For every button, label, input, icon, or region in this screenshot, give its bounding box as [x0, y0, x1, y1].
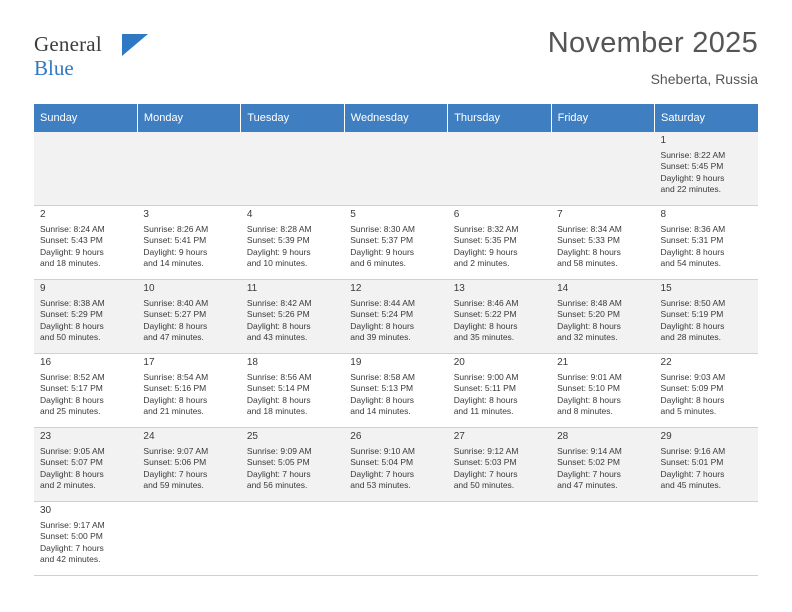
- day-info-line: Daylight: 9 hours: [143, 246, 208, 257]
- day-info-line: Sunset: 5:45 PM: [660, 161, 724, 171]
- day-sun-info: [454, 446, 546, 492]
- day-number: 6: [453, 209, 460, 220]
- day-info-line: and 10 minutes.: [246, 258, 308, 268]
- day-sun-info: [454, 372, 546, 418]
- calendar-day-cell[interactable]: [655, 428, 758, 502]
- weekday-header-sunday: Sunday: [34, 104, 137, 132]
- calendar-day-cell[interactable]: [448, 428, 551, 502]
- day-number: 21: [557, 357, 569, 368]
- day-sun-info: [661, 298, 753, 344]
- day-info-line: Daylight: 7 hours: [453, 468, 518, 479]
- day-sun-info: [350, 446, 442, 492]
- day-info-line: Sunset: 5:29 PM: [40, 309, 103, 319]
- day-info-line: and 42 minutes.: [40, 554, 101, 564]
- day-number: 24: [143, 431, 155, 442]
- calendar-day-cell[interactable]: [34, 502, 137, 576]
- day-info-line: Sunset: 5:22 PM: [453, 309, 517, 319]
- day-info-line: Daylight: 8 hours: [660, 246, 725, 257]
- day-info-line: Sunset: 5:00 PM: [40, 531, 103, 541]
- day-info-line: Daylight: 8 hours: [557, 320, 621, 331]
- day-info-line: Sunset: 5:31 PM: [660, 235, 724, 245]
- calendar-week-row: [34, 502, 758, 576]
- day-info-line: Sunrise: 9:17 AM: [40, 519, 105, 530]
- day-info-line: Sunrise: 8:56 AM: [246, 371, 312, 382]
- day-number: 11: [246, 283, 258, 294]
- day-info-line: Sunrise: 9:01 AM: [557, 371, 622, 382]
- day-info-line: Sunrise: 8:52 AM: [40, 371, 105, 382]
- day-info-line: Sunrise: 8:58 AM: [350, 371, 415, 382]
- day-info-line: Sunrise: 8:28 AM: [246, 223, 312, 234]
- day-info-line: and 53 minutes.: [350, 480, 411, 490]
- day-info-line: Daylight: 8 hours: [350, 320, 415, 331]
- day-info-line: Daylight: 8 hours: [660, 320, 725, 331]
- title-block: [548, 28, 758, 87]
- day-info-line: Daylight: 8 hours: [453, 394, 518, 405]
- day-info-line: Daylight: 8 hours: [40, 320, 104, 331]
- day-info-line: and 54 minutes.: [660, 258, 722, 268]
- calendar-day-cell[interactable]: [551, 354, 654, 428]
- day-info-line: Sunrise: 8:38 AM: [40, 297, 105, 308]
- day-info-line: Daylight: 8 hours: [557, 246, 621, 257]
- brand-triangle-icon: [122, 34, 148, 56]
- calendar-empty-cell: [551, 502, 654, 576]
- day-info-line: Sunset: 5:33 PM: [557, 235, 620, 245]
- day-info-line: Daylight: 8 hours: [143, 320, 208, 331]
- day-info-line: Sunrise: 9:12 AM: [453, 445, 519, 456]
- day-info-line: Sunrise: 9:09 AM: [246, 445, 312, 456]
- day-info-line: Daylight: 9 hours: [40, 246, 104, 257]
- day-sun-info: [143, 298, 235, 344]
- day-info-line: Sunrise: 8:50 AM: [660, 297, 726, 308]
- day-info-line: Sunset: 5:06 PM: [143, 457, 207, 467]
- day-sun-info: [247, 372, 339, 418]
- day-info-line: Sunrise: 8:26 AM: [143, 223, 209, 234]
- day-info-line: and 47 minutes.: [143, 332, 204, 342]
- calendar-empty-cell: [34, 132, 137, 206]
- calendar-day-cell[interactable]: [241, 206, 344, 280]
- calendar-day-cell[interactable]: [448, 280, 551, 354]
- day-number: 15: [660, 283, 672, 294]
- day-info-line: Daylight: 9 hours: [350, 246, 415, 257]
- day-info-line: and 56 minutes.: [246, 480, 308, 490]
- calendar-day-cell[interactable]: [344, 280, 447, 354]
- day-info-line: and 18 minutes.: [40, 258, 101, 268]
- day-sun-info: [454, 298, 546, 344]
- day-info-line: Daylight: 8 hours: [246, 394, 311, 405]
- day-info-line: Sunset: 5:39 PM: [246, 235, 310, 245]
- day-number: 29: [660, 431, 672, 442]
- calendar-day-cell[interactable]: [655, 354, 758, 428]
- day-sun-info: [143, 446, 235, 492]
- day-info-line: Sunset: 5:24 PM: [350, 309, 414, 319]
- day-sun-info: [350, 372, 442, 418]
- day-info-line: Daylight: 8 hours: [40, 468, 104, 479]
- day-number: 2: [40, 209, 46, 220]
- day-info-line: Sunrise: 8:30 AM: [350, 223, 415, 234]
- calendar-day-cell[interactable]: [551, 206, 654, 280]
- day-info-line: Sunrise: 8:46 AM: [453, 297, 519, 308]
- day-info-line: Sunrise: 9:00 AM: [453, 371, 519, 382]
- day-info-line: Sunset: 5:13 PM: [350, 383, 414, 393]
- calendar-day-cell[interactable]: [655, 280, 758, 354]
- day-info-line: Sunset: 5:09 PM: [660, 383, 724, 393]
- calendar-day-cell[interactable]: [448, 206, 551, 280]
- calendar-day-cell[interactable]: [34, 354, 137, 428]
- weekday-header-thursday: Thursday: [448, 104, 551, 132]
- calendar-empty-cell: [137, 132, 240, 206]
- day-info-line: Sunrise: 8:34 AM: [557, 223, 622, 234]
- calendar-day-cell[interactable]: [34, 206, 137, 280]
- calendar-empty-cell: [344, 132, 447, 206]
- day-info-line: Sunset: 5:11 PM: [453, 383, 516, 393]
- day-info-line: and 28 minutes.: [660, 332, 722, 342]
- day-number: 9: [40, 283, 46, 294]
- day-sun-info: [661, 150, 753, 196]
- day-info-line: Sunset: 5:05 PM: [246, 457, 310, 467]
- day-number: 25: [246, 431, 258, 442]
- calendar-empty-cell: [241, 502, 344, 576]
- calendar-week-row: [34, 354, 758, 428]
- location-subtitle: Sheberta, Russia: [650, 70, 758, 87]
- day-info-line: and 45 minutes.: [660, 480, 722, 490]
- day-info-line: Daylight: 8 hours: [660, 394, 725, 405]
- calendar-day-cell[interactable]: [344, 354, 447, 428]
- day-info-line: Sunset: 5:04 PM: [350, 457, 414, 467]
- day-info-line: Sunrise: 8:22 AM: [660, 149, 726, 160]
- calendar-week-row: [34, 132, 758, 206]
- day-sun-info: [247, 446, 339, 492]
- day-sun-info: [661, 372, 753, 418]
- weekday-header-wednesday: Wednesday: [344, 104, 447, 132]
- day-info-line: Daylight: 8 hours: [40, 394, 104, 405]
- day-info-line: and 18 minutes.: [246, 406, 308, 416]
- calendar-day-cell[interactable]: [137, 280, 240, 354]
- day-sun-info: [40, 298, 132, 344]
- day-info-line: Sunrise: 9:03 AM: [660, 371, 726, 382]
- day-sun-info: [40, 224, 132, 270]
- weekday-header-tuesday: Tuesday: [241, 104, 344, 132]
- calendar-day-cell[interactable]: [551, 428, 654, 502]
- calendar-day-cell[interactable]: [137, 428, 240, 502]
- day-number: 19: [350, 357, 362, 368]
- calendar-day-cell[interactable]: [655, 132, 758, 206]
- day-info-line: Sunset: 5:02 PM: [557, 457, 620, 467]
- calendar-day-cell[interactable]: [34, 280, 137, 354]
- calendar-day-cell[interactable]: [137, 354, 240, 428]
- day-info-line: Daylight: 9 hours: [660, 172, 725, 183]
- calendar-empty-cell: [448, 132, 551, 206]
- calendar-day-cell[interactable]: [655, 206, 758, 280]
- day-info-line: and 58 minutes.: [557, 258, 618, 268]
- day-sun-info: [454, 224, 546, 270]
- calendar-empty-cell: [137, 502, 240, 576]
- day-sun-info: [557, 446, 649, 492]
- day-info-line: Sunset: 5:20 PM: [557, 309, 620, 319]
- day-info-line: Sunset: 5:19 PM: [660, 309, 724, 319]
- calendar-week-row: [34, 280, 758, 354]
- day-info-line: Sunset: 5:35 PM: [453, 235, 517, 245]
- day-info-line: Sunrise: 8:24 AM: [40, 223, 105, 234]
- day-info-line: and 8 minutes.: [557, 406, 613, 416]
- day-info-line: Daylight: 7 hours: [660, 468, 725, 479]
- day-number: 5: [350, 209, 356, 220]
- day-info-line: Daylight: 7 hours: [40, 542, 104, 553]
- day-info-line: Sunrise: 9:16 AM: [660, 445, 726, 456]
- day-info-line: Sunrise: 8:48 AM: [557, 297, 622, 308]
- day-info-line: Sunrise: 8:42 AM: [246, 297, 312, 308]
- day-info-line: Daylight: 8 hours: [350, 394, 415, 405]
- calendar-day-cell[interactable]: [241, 354, 344, 428]
- day-number: 20: [453, 357, 465, 368]
- day-info-line: Sunset: 5:37 PM: [350, 235, 414, 245]
- day-info-line: Daylight: 9 hours: [453, 246, 518, 257]
- day-info-line: Sunset: 5:26 PM: [246, 309, 310, 319]
- calendar-day-cell[interactable]: [241, 428, 344, 502]
- day-info-line: and 11 minutes.: [453, 406, 514, 416]
- calendar-day-cell[interactable]: [241, 280, 344, 354]
- day-number: 23: [40, 431, 52, 442]
- day-info-line: Daylight: 7 hours: [246, 468, 311, 479]
- day-info-line: and 47 minutes.: [557, 480, 618, 490]
- day-info-line: Sunrise: 8:44 AM: [350, 297, 415, 308]
- day-number: 18: [246, 357, 258, 368]
- day-info-line: Sunset: 5:03 PM: [453, 457, 517, 467]
- day-number: 26: [350, 431, 362, 442]
- day-number: 12: [350, 283, 362, 294]
- day-number: 8: [660, 209, 667, 220]
- calendar-empty-cell: [344, 502, 447, 576]
- day-info-line: Sunrise: 9:10 AM: [350, 445, 415, 456]
- weekday-header-saturday: Saturday: [655, 104, 758, 132]
- day-info-line: and 6 minutes.: [350, 258, 407, 268]
- day-info-line: Sunrise: 8:40 AM: [143, 297, 209, 308]
- day-number: 17: [143, 357, 155, 368]
- day-info-line: and 2 minutes.: [453, 258, 510, 268]
- day-sun-info: [661, 224, 753, 270]
- day-sun-info: [557, 224, 649, 270]
- page-header: [34, 28, 758, 90]
- day-number: 4: [246, 209, 253, 220]
- day-info-line: and 2 minutes.: [40, 480, 96, 490]
- day-info-line: and 59 minutes.: [143, 480, 204, 490]
- day-info-line: Sunset: 5:07 PM: [40, 457, 103, 467]
- day-sun-info: [40, 372, 132, 418]
- day-info-line: Daylight: 8 hours: [246, 320, 311, 331]
- day-sun-info: [247, 298, 339, 344]
- day-number: 30: [40, 505, 52, 516]
- day-info-line: Daylight: 7 hours: [350, 468, 415, 479]
- day-info-line: and 5 minutes.: [660, 406, 717, 416]
- day-info-line: and 32 minutes.: [557, 332, 618, 342]
- day-info-line: Daylight: 8 hours: [453, 320, 518, 331]
- weekday-header-friday: Friday: [551, 104, 654, 132]
- day-info-line: Daylight: 7 hours: [143, 468, 208, 479]
- day-info-line: and 43 minutes.: [246, 332, 308, 342]
- day-sun-info: [557, 372, 649, 418]
- day-number: 28: [557, 431, 569, 442]
- page-title: November 2025: [547, 27, 758, 59]
- calendar-day-cell[interactable]: [448, 354, 551, 428]
- calendar-day-cell[interactable]: [344, 206, 447, 280]
- day-info-line: Sunset: 5:14 PM: [246, 383, 310, 393]
- day-info-line: Sunset: 5:01 PM: [660, 457, 724, 467]
- day-info-line: and 35 minutes.: [453, 332, 515, 342]
- day-sun-info: [350, 298, 442, 344]
- day-info-line: Sunrise: 9:07 AM: [143, 445, 209, 456]
- day-sun-info: [143, 372, 235, 418]
- calendar-week-row: [34, 206, 758, 280]
- day-info-line: Sunset: 5:41 PM: [143, 235, 207, 245]
- day-sun-info: [40, 446, 132, 492]
- day-sun-info: [350, 224, 442, 270]
- day-info-line: Daylight: 8 hours: [557, 394, 621, 405]
- day-number: 22: [660, 357, 672, 368]
- calendar-body: [34, 132, 758, 576]
- day-sun-info: [661, 446, 753, 492]
- day-number: 10: [143, 283, 155, 294]
- day-number: 13: [453, 283, 465, 294]
- day-info-line: Sunrise: 8:36 AM: [660, 223, 726, 234]
- calendar-empty-cell: [448, 502, 551, 576]
- calendar-header-row: [34, 104, 758, 132]
- day-info-line: Sunset: 5:17 PM: [40, 383, 103, 393]
- day-info-line: Sunset: 5:10 PM: [557, 383, 620, 393]
- day-number: 14: [557, 283, 569, 294]
- day-info-line: Sunset: 5:27 PM: [143, 309, 207, 319]
- day-info-line: and 21 minutes.: [143, 406, 204, 416]
- brand-name-general: General: [34, 32, 102, 56]
- day-info-line: Sunrise: 8:32 AM: [453, 223, 519, 234]
- calendar-empty-cell: [655, 502, 758, 576]
- day-number: 3: [143, 209, 149, 220]
- day-info-line: and 14 minutes.: [143, 258, 204, 268]
- brand-name-blue: Blue: [34, 56, 74, 80]
- calendar-day-cell[interactable]: [551, 280, 654, 354]
- day-info-line: Sunrise: 9:14 AM: [557, 445, 622, 456]
- day-info-line: Daylight: 9 hours: [246, 246, 311, 257]
- day-number: 1: [660, 135, 667, 146]
- day-info-line: Sunrise: 8:54 AM: [143, 371, 209, 382]
- day-sun-info: [557, 298, 649, 344]
- brand-logo: [34, 28, 144, 79]
- calendar-day-cell[interactable]: [34, 428, 137, 502]
- day-info-line: and 25 minutes.: [40, 406, 101, 416]
- day-info-line: and 22 minutes.: [660, 184, 722, 194]
- day-info-line: and 50 minutes.: [453, 480, 515, 490]
- day-info-line: Sunset: 5:43 PM: [40, 235, 103, 245]
- day-info-line: and 14 minutes.: [350, 406, 411, 416]
- calendar-table: [34, 104, 758, 576]
- weekday-header-monday: Monday: [137, 104, 240, 132]
- calendar-day-cell[interactable]: [344, 428, 447, 502]
- day-info-line: Daylight: 8 hours: [143, 394, 208, 405]
- day-number: 16: [40, 357, 52, 368]
- day-info-line: and 39 minutes.: [350, 332, 411, 342]
- day-info-line: Daylight: 7 hours: [557, 468, 621, 479]
- day-number: 7: [557, 209, 563, 220]
- calendar-day-cell[interactable]: [137, 206, 240, 280]
- day-sun-info: [247, 224, 339, 270]
- day-info-line: and 50 minutes.: [40, 332, 101, 342]
- calendar-empty-cell: [551, 132, 654, 206]
- day-info-line: Sunset: 5:16 PM: [143, 383, 207, 393]
- day-number: 27: [453, 431, 465, 442]
- day-sun-info: [143, 224, 235, 270]
- calendar-week-row: [34, 428, 758, 502]
- day-info-line: Sunrise: 9:05 AM: [40, 445, 105, 456]
- day-sun-info: [40, 520, 132, 566]
- calendar-empty-cell: [241, 132, 344, 206]
